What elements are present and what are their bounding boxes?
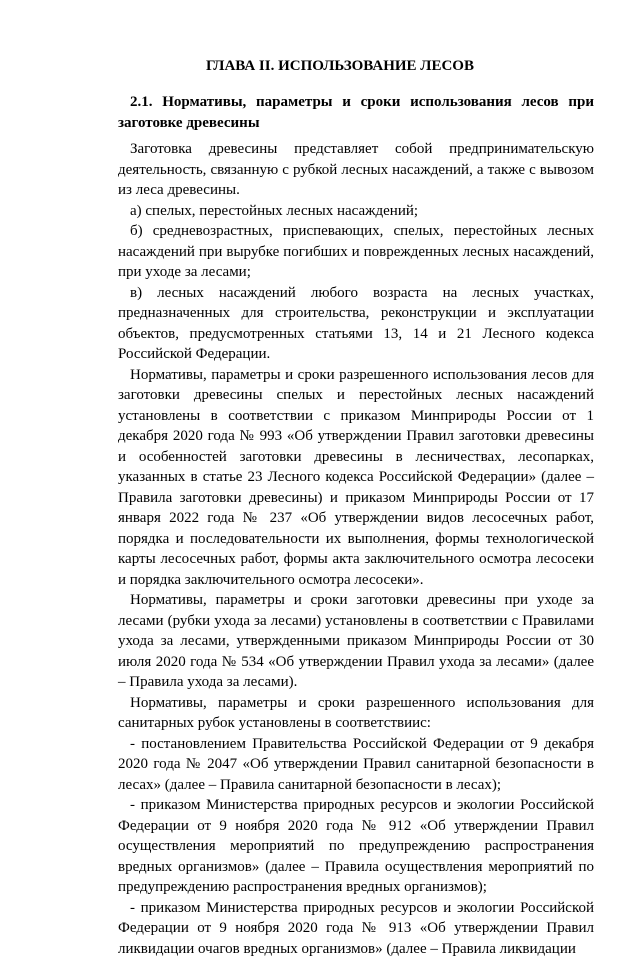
paragraph-intro: Заготовка древесины представляет собой предпринимательскую деятельность, связанную с рубкой лесных насаждений, а также с вывозом из леса древесины. — [118, 139, 594, 201]
list-item-order-912: - приказом Министерства природных ресурсов и экологии Российской Федерации от 9 ноября 2020 года № 912 «Об утверждении Правил осуществления мероприятий по предупреждению распространения вредных организмов» (далее – Правила осуществления мероприятий по предупреждению распространения вредных организмов); — [118, 795, 594, 898]
list-item-b: б) средневозрастных, приспевающих, спелых, перестойных лесных насаждений при вырубке погибших и поврежденных лесных насаждений, при уходе за лесами; — [118, 221, 594, 283]
paragraph-norms-harvest: Нормативы, параметры и сроки разрешенного использования лесов для заготовки древесины спелых и перестойных лесных насаждений установлены в соответствии с приказом Минприроды России от 1 декабря 2020 года № 993 «Об утверждении Правил заготовки древесины и особенностей заготовки древесины в лесничествах, лесопарках, указанных в статье 23 Лесного кодекса Российской Федерации» (далее – Правила заготовки древесины) и приказом Минприроды России от 17 января 2022 года № 237 «Об утверждении видов лесосечных работ, порядка и последовательности их выполнения, формы технологической карты лесосечных работ, формы акта заключительного осмотра лесосеки и порядка заключительного осмотра лесосеки». — [118, 365, 594, 591]
chapter-title: ГЛАВА II. ИСПОЛЬЗОВАНИЕ ЛЕСОВ — [0, 56, 640, 76]
list-item-decree-2047: - постановлением Правительства Российской Федерации от 9 декабря 2020 года № 2047 «Об утверждении Правил санитарной безопасности в лесах» (далее – Правила санитарной безопасности в лесах); — [118, 734, 594, 796]
list-item-order-913: - приказом Министерства природных ресурсов и экологии Российской Федерации от 9 ноября 2020 года № 913 «Об утверждении Правил ликвидации очагов вредных организмов» (далее – Правила ликвидации — [118, 898, 594, 959]
document-body — [118, 139, 594, 959]
paragraph-norms-sanitary: Нормативы, параметры и сроки разрешенного использования для санитарных рубок установлены в соответствиис: — [118, 693, 594, 734]
paragraph-norms-care: Нормативы, параметры и сроки заготовки древесины при уходе за лесами (рубки ухода за лесами) установлены в соответствии с Правилами ухода за лесами, утвержденными приказом Минприроды России от 30 июля 2020 года № 534 «Об утверждении Правил ухода за лесами» (далее – Правила ухода за лесами). — [118, 590, 594, 693]
section-title: 2.1. Нормативы, параметры и сроки использования лесов при заготовке древесины — [118, 92, 594, 133]
list-item-a: а) спелых, перестойных лесных насаждений; — [118, 201, 594, 222]
list-item-v: в) лесных насаждений любого возраста на лесных участках, предназначенных для строительства, реконструкции и эксплуатации объектов, предусмотренных статьями 13, 14 и 21 Лесного кодекса Российской Федерации. — [118, 283, 594, 365]
